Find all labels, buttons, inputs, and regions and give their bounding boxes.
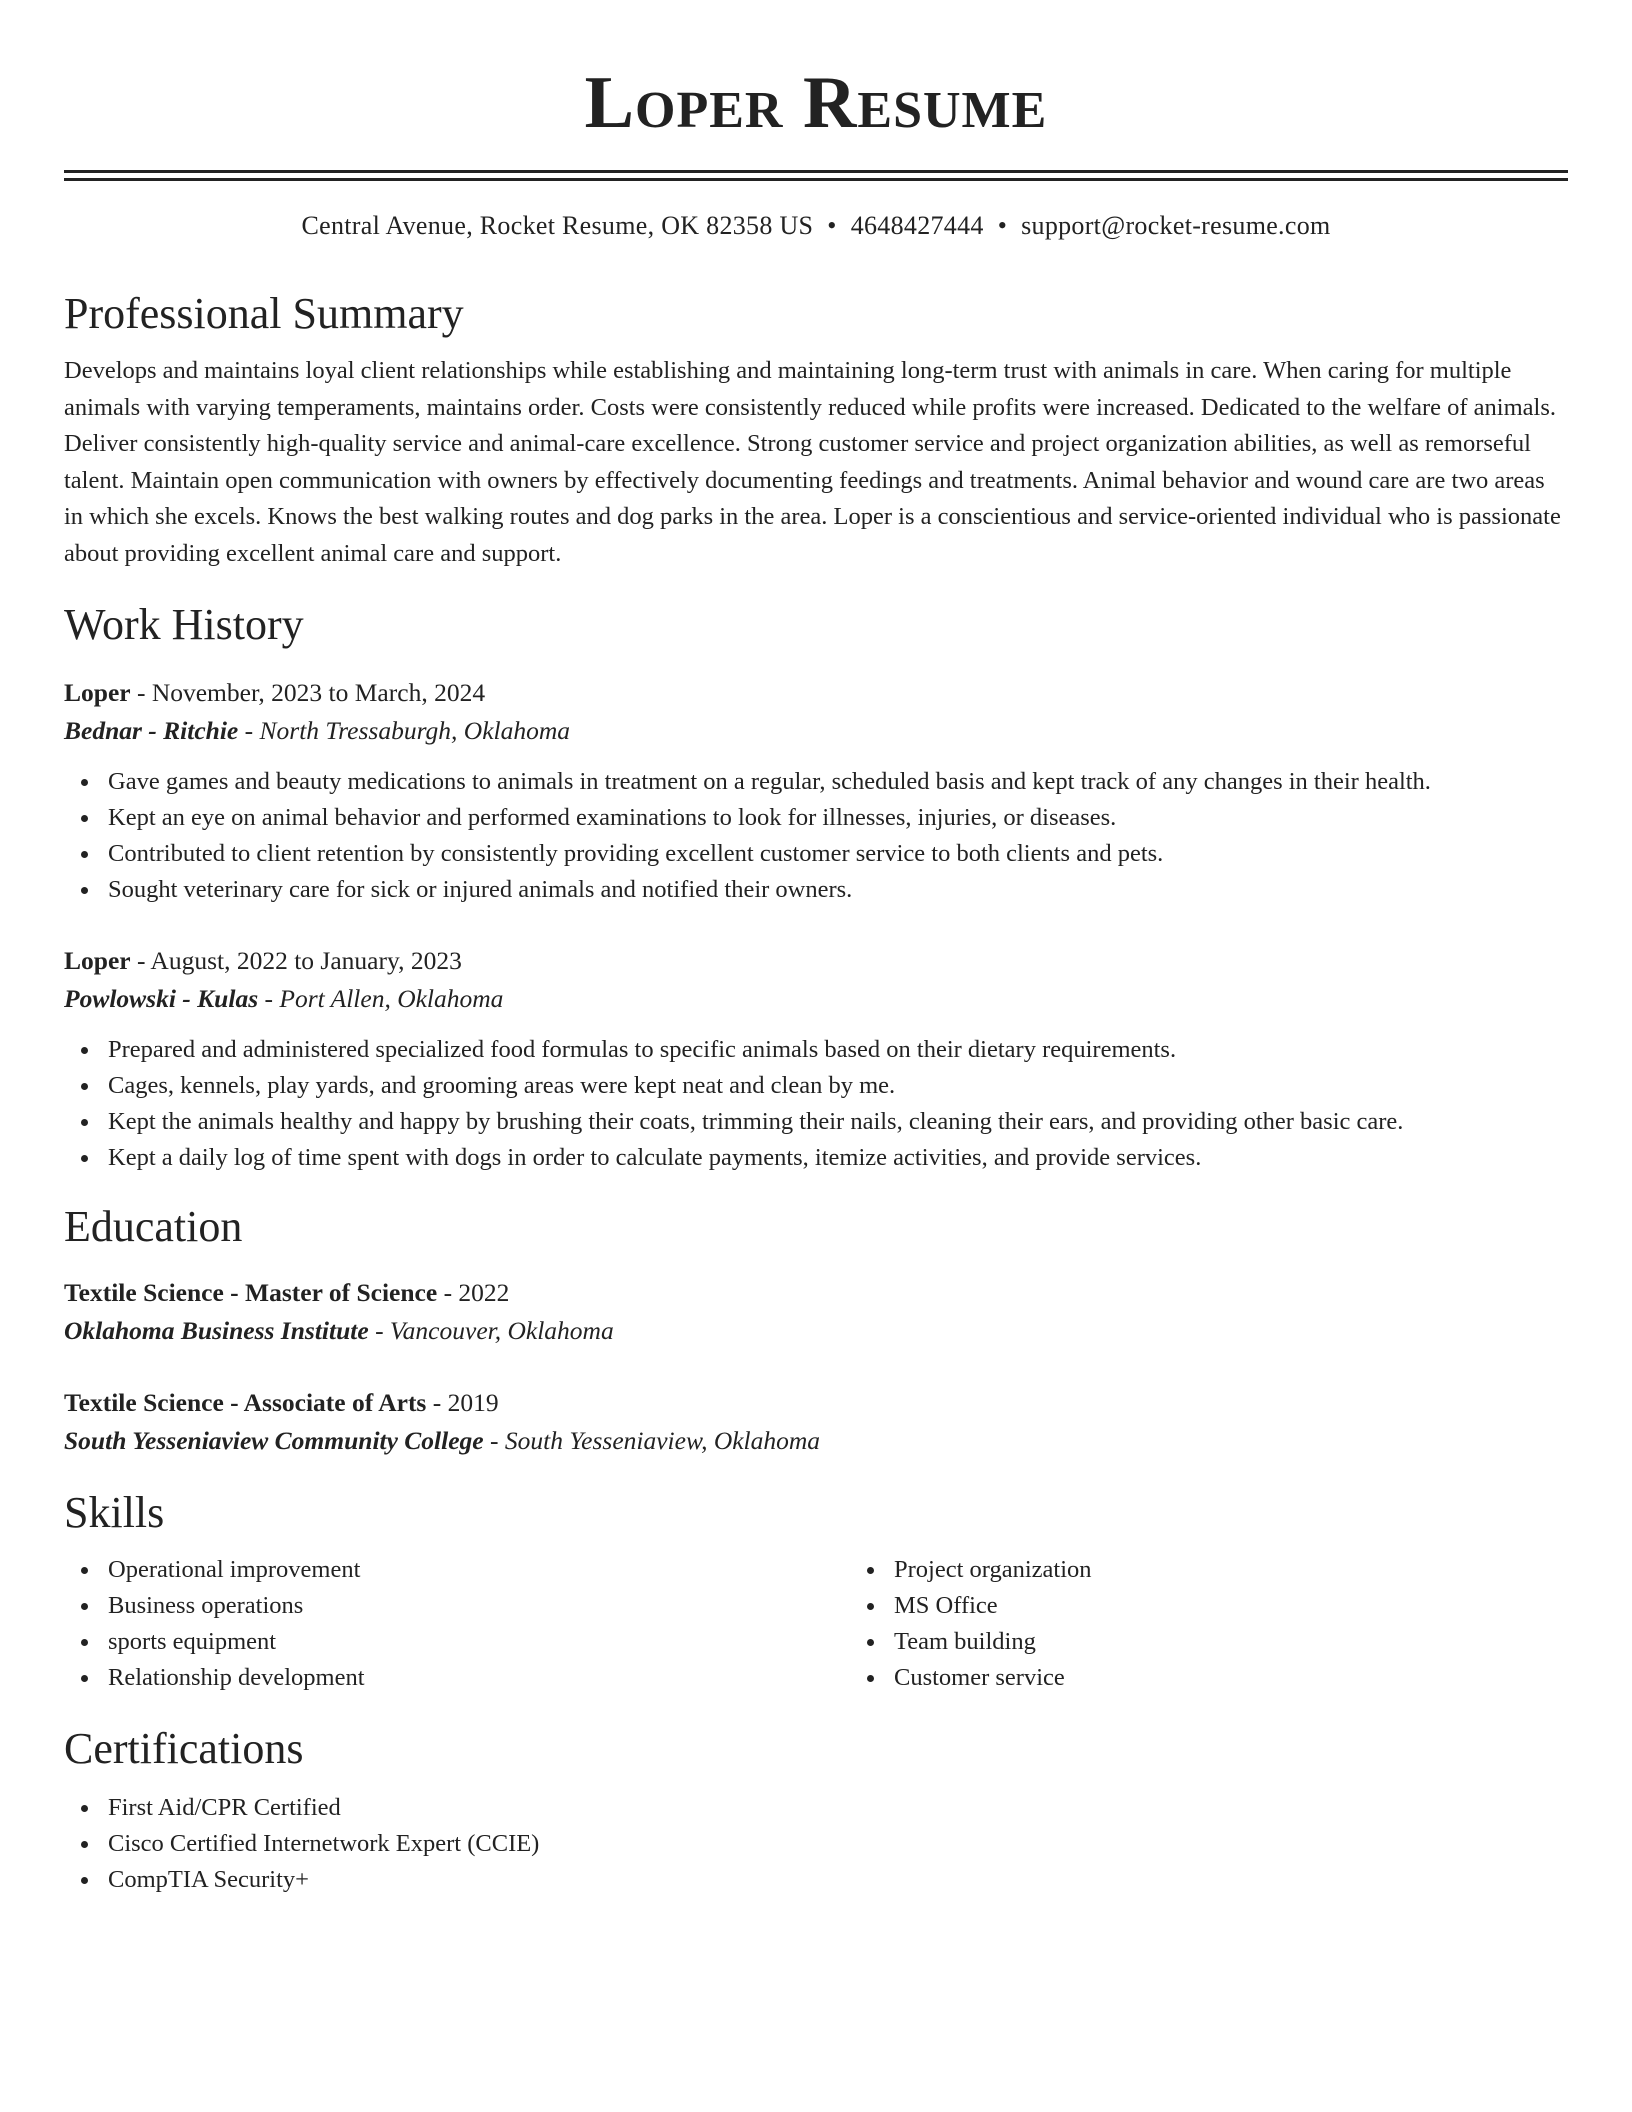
- work-history-section: [64, 598, 1568, 1176]
- list-item: Kept the animals healthy and happy by brushing their coats, trimming their nails, cleaning their ears, and providing other basic care.: [108, 1104, 1568, 1140]
- section-heading-certifications: Certifications: [64, 1724, 304, 1773]
- job-company-line: [64, 712, 1568, 750]
- job-title-line: [64, 674, 1568, 712]
- list-item: First Aid/CPR Certified: [108, 1790, 1568, 1826]
- job-title: Loper: [64, 946, 131, 975]
- education-section: [64, 1200, 1568, 1460]
- section-heading-work: Work History: [64, 600, 304, 649]
- education-entry: [64, 1274, 1568, 1350]
- list-item: Business operations: [108, 1588, 850, 1624]
- list-item: Cages, kennels, play yards, and grooming areas were kept neat and clean by me.: [108, 1068, 1568, 1104]
- degree-line: [64, 1384, 1568, 1422]
- degree-name: Textile Science - Associate of Arts: [64, 1388, 427, 1417]
- contact-separator: •: [997, 211, 1008, 240]
- school-location: - South Yesseniaview, Oklahoma: [483, 1426, 821, 1455]
- skills-grid: [64, 1552, 1568, 1696]
- contact-email: support@rocket-resume.com: [1021, 211, 1331, 240]
- certifications-list: [64, 1790, 1568, 1898]
- job-company-line: [64, 980, 1568, 1018]
- list-item: Gave games and beauty medications to animals in treatment on a regular, scheduled basis and kept track of any changes in their health.: [108, 764, 1568, 800]
- list-item: Project organization: [894, 1552, 1568, 1588]
- job-duties-list: [64, 1032, 1568, 1176]
- school-name: South Yesseniaview Community College: [64, 1426, 484, 1455]
- certifications-section: [64, 1722, 1568, 1898]
- job-dates: - November, 2023 to March, 2024: [130, 678, 486, 707]
- school-location: - Vancouver, Oklahoma: [368, 1316, 614, 1345]
- job-entry: [64, 942, 1568, 1176]
- job-location: - North Tressaburgh, Oklahoma: [238, 716, 571, 745]
- professional-summary-section: [64, 287, 1568, 572]
- list-item: MS Office: [894, 1588, 1568, 1624]
- summary-text: Develops and maintains loyal client relationships while establishing and maintaining long-term trust with animals in care. When caring for multiple animals with varying temperaments, maintains order. Costs were consistently reduced while profits were increased. Dedicated to the welfare of animals. Deliver consistently high-quality service and animal-care excellence. Strong customer service and project organization abilities, as well as remorseful talent. Maintain open communication with owners by effectively documenting feedings and treatments. Animal behavior and wound care are two areas in which she excels. Knows the best walking routes and dog parks in the area. Loper is a conscientious and service-oriented individual who is passionate about providing excellent animal care and support.: [64, 357, 1561, 567]
- degree-year: - 2022: [437, 1278, 510, 1307]
- title-double-rule: [64, 170, 1568, 181]
- education-entry: [64, 1384, 1568, 1460]
- contact-address: Central Avenue, Rocket Resume, OK 82358 US: [301, 211, 814, 240]
- job-dates: - August, 2022 to January, 2023: [130, 946, 462, 975]
- list-item: Contributed to client retention by consistently providing excellent customer service to both clients and pets.: [108, 836, 1568, 872]
- degree-name: Textile Science - Master of Science: [64, 1278, 438, 1307]
- job-title-line: [64, 942, 1568, 980]
- school-name: Oklahoma Business Institute: [64, 1316, 369, 1345]
- school-line: [64, 1422, 1568, 1460]
- list-item: Operational improvement: [108, 1552, 850, 1588]
- list-item: Kept a daily log of time spent with dogs in order to calculate payments, itemize activities, and provide services.: [108, 1140, 1568, 1176]
- list-item: Prepared and administered specialized food formulas to specific animals based on their dietary requirements.: [108, 1032, 1568, 1068]
- skills-section: [64, 1486, 1568, 1696]
- job-location: - Port Allen, Oklahoma: [258, 984, 504, 1013]
- list-item: CompTIA Security+: [108, 1862, 1568, 1898]
- job-company: Bednar - Ritchie: [64, 716, 239, 745]
- resume-title: Loper Resume: [584, 62, 1048, 144]
- list-item: Customer service: [894, 1660, 1568, 1696]
- list-item: Cisco Certified Internetwork Expert (CCIE): [108, 1826, 1568, 1862]
- section-heading-skills: Skills: [64, 1488, 165, 1537]
- list-item: Team building: [894, 1624, 1568, 1660]
- section-heading-summary: Professional Summary: [64, 289, 464, 338]
- job-title: Loper: [64, 678, 131, 707]
- contact-phone: 4648427444: [850, 211, 984, 240]
- job-duties-list: [64, 764, 1568, 908]
- skills-list-right: [850, 1552, 1568, 1696]
- list-item: Sought veterinary care for sick or injured animals and notified their owners.: [108, 872, 1568, 908]
- list-item: Relationship development: [108, 1660, 850, 1696]
- contact-separator: •: [827, 211, 837, 240]
- job-company: Powlowski - Kulas: [64, 984, 259, 1013]
- job-entry: [64, 674, 1568, 908]
- school-line: [64, 1312, 1568, 1350]
- degree-line: [64, 1274, 1568, 1312]
- contact-line: [64, 209, 1568, 243]
- section-heading-education: Education: [64, 1202, 243, 1251]
- degree-year: - 2019: [426, 1388, 499, 1417]
- list-item: sports equipment: [108, 1624, 850, 1660]
- skills-list-left: [64, 1552, 850, 1696]
- list-item: Kept an eye on animal behavior and performed examinations to look for illnesses, injuries, or diseases.: [108, 800, 1568, 836]
